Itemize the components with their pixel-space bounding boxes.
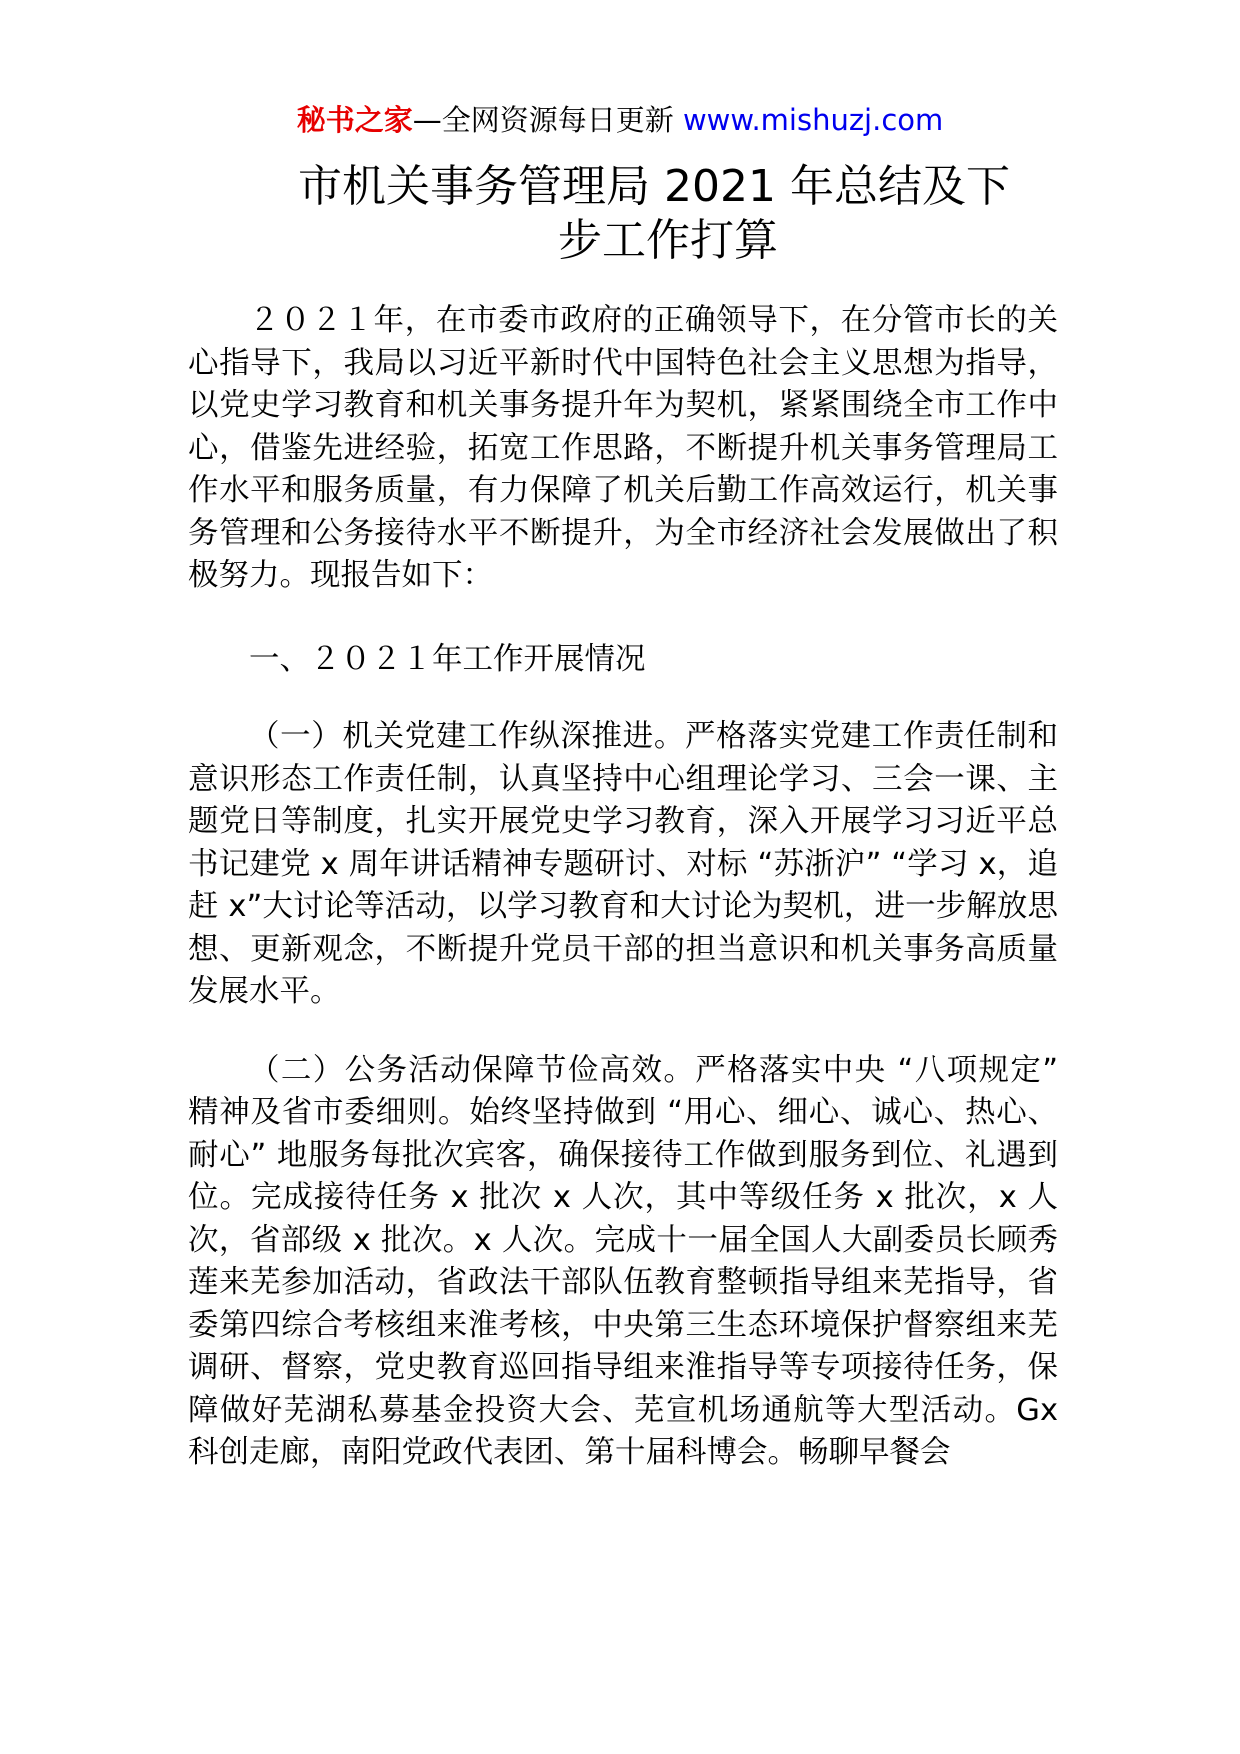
intro-paragraph: ２０２１年，在市委市政府的正确领导下，在分管市长的关心指导下，我局以习近平新时代中国特色社会主义思想为指导，以党史学习教育和机关事务提升年为契机，紧紧围绕全市工作中心，借鉴先进经验，拓宽工作思路，不断提升机关事务管理局工作水平和服务质量，有力保障了机关后勤工作高效运行，机关事务管理和公务接待水平不断提升，为全市经济社会发展做出了积极努力。现报告如下：: [188, 303, 1058, 593]
header-tagline: —全网资源每日更新: [412, 103, 674, 137]
site-header: [0, 100, 1240, 140]
paragraph-official-activities: （二）公务活动保障节俭高效。严格落实中央 “八项规定” 精神及省市委细则。始终坚持做到 “用心、细心、诚心、热心、耐心” 地服务每批次宾客，确保接待工作做到服务到位、礼遇到位。完成接待任务 x 批次 x 人次，其中等级任务 x 批次，x 人次，省部级 x 批次。x 人次。完成十一届全国人大副委员长顾秀莲来芜参加活动，省政法干部队伍教育整顿指导组来芜指导，省委第四综合考核组来淮考核，中央第三生态环境保护督察组来芜调研、督察，党史教育巡回指导组来淮指导等专项接待任务，保障做好芜湖私募基金投资大会、芜宣机场通航等大型活动。Gx 科创走廊，南阳党政代表团、第十届科博会。畅聊早餐会: [188, 1052, 1058, 1470]
brand-name: 秘书之家: [296, 103, 413, 137]
document-body: [188, 300, 1058, 1475]
section-heading: 一、２０２１年工作开展情况: [249, 641, 646, 677]
document-title: [298, 160, 1058, 268]
site-url-link[interactable]: www.mishuzj.com: [682, 103, 944, 137]
document-title-line2: 步工作打算: [558, 215, 778, 266]
document-title-line1: 市机关事务管理局 2021 年总结及下: [298, 161, 1010, 212]
paragraph-party-building: （一）机关党建工作纵深推进。严格落实党建工作责任制和意识形态工作责任制，认真坚持中心组理论学习、三会一课、主题党日等制度，扎实开展党史学习教育，深入开展学习习近平总书记建党 x 周年讲话精神专题研讨、对标 “苏浙沪” “学习 x，追赶 x”大讨论等活动，以学习教育和大讨论为契机，进一步解放思想、更新观念，不断提升党员干部的担当意识和机关事务高质量发展水平。: [188, 719, 1058, 1009]
